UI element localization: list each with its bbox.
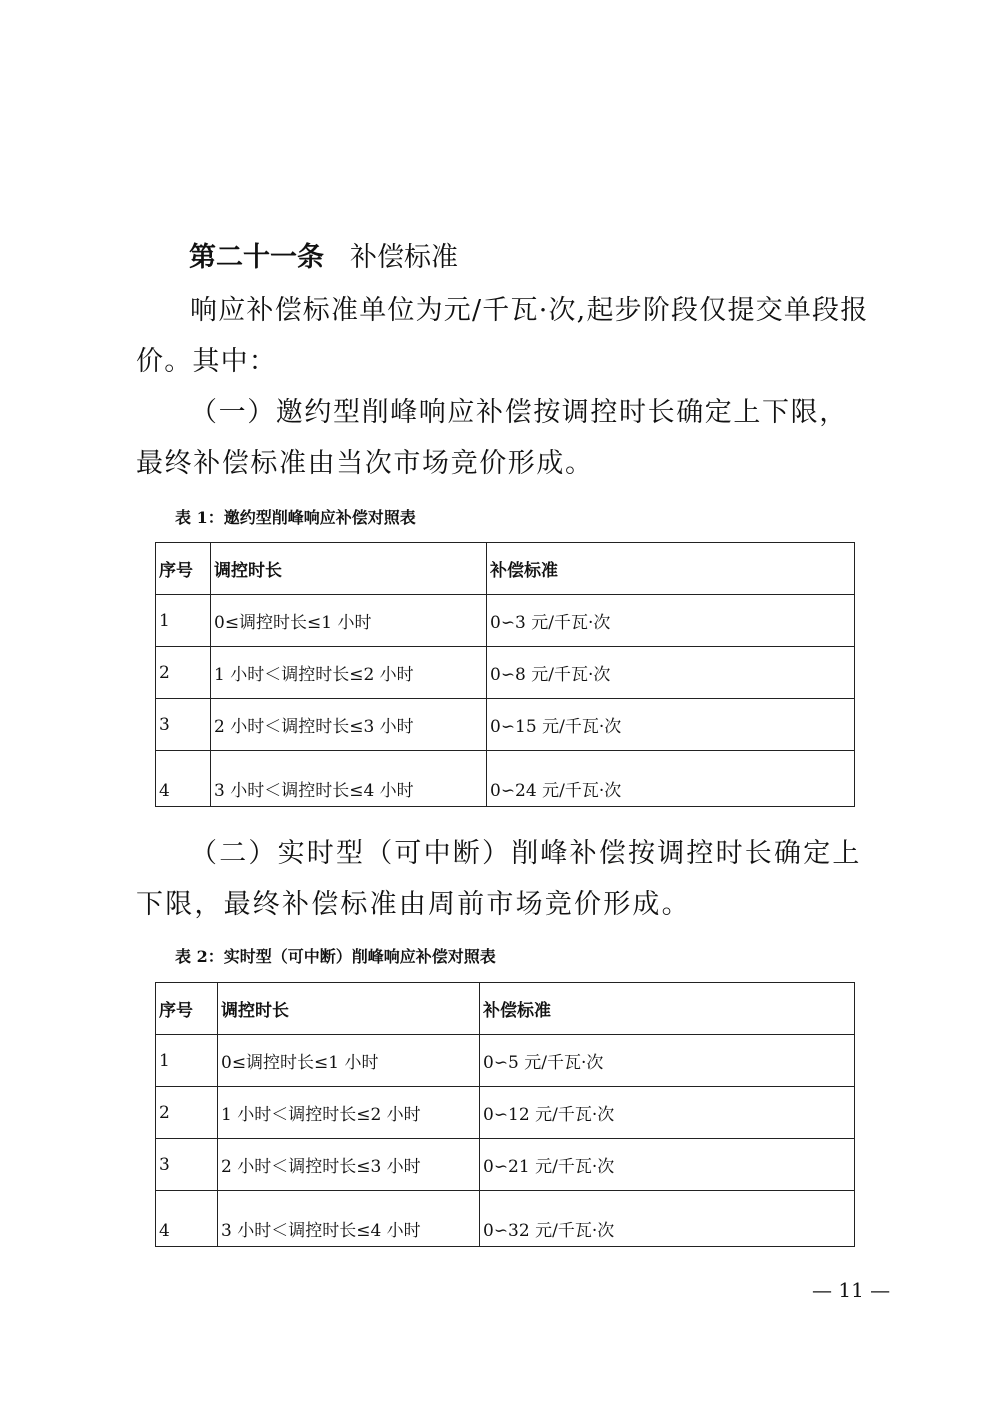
cell-index: 1 [156,595,211,647]
cell-duration: 2 小时＜调控时长≤3 小时 [218,1139,480,1191]
table-row [156,1139,855,1191]
article-title: 补偿标准 [350,242,458,273]
cell-duration: 0≤调控时长≤1 小时 [211,595,487,647]
table-row [156,647,855,699]
header-cell-standard: 补偿标准 [487,543,855,595]
header-cell-duration: 调控时长 [211,543,487,595]
header-cell-index: 序号 [156,543,211,595]
header-cell-standard: 补偿标准 [480,983,855,1035]
cell-standard: 0∽21 元/千瓦·次 [480,1139,855,1191]
article-number: 第二十一条 [189,242,324,273]
cell-index: 4 [156,1191,218,1247]
paragraph-invitation-type [136,387,876,489]
cell-index: 2 [156,647,211,699]
paragraph-text: 响应补偿标准单位为元/千瓦·次,起步阶段仅提交单段报价。其中： [136,295,869,377]
cell-index: 2 [156,1087,218,1139]
cell-index: 4 [156,751,211,807]
cell-index: 3 [156,1139,218,1191]
cell-duration: 1 小时＜调控时长≤2 小时 [218,1087,480,1139]
cell-standard: 0∽12 元/千瓦·次 [480,1087,855,1139]
table2-caption: 表 2：实时型（可中断）削峰响应补偿对照表 [175,947,496,966]
cell-standard: 0∽8 元/千瓦·次 [487,647,855,699]
table1-invitation-compensation [155,542,855,807]
table-header-row [156,983,855,1035]
cell-standard: 0∽24 元/千瓦·次 [487,751,855,807]
table-row [156,1087,855,1139]
cell-duration: 2 小时＜调控时长≤3 小时 [211,699,487,751]
cell-standard: 0∽5 元/千瓦·次 [480,1035,855,1087]
table-row [156,751,855,807]
table-row [156,699,855,751]
table-row [156,595,855,647]
header-cell-duration: 调控时长 [218,983,480,1035]
cell-index: 3 [156,699,211,751]
cell-standard: 0∽15 元/千瓦·次 [487,699,855,751]
cell-duration: 3 小时＜调控时长≤4 小时 [211,751,487,807]
table-header-row [156,543,855,595]
cell-duration: 1 小时＜调控时长≤2 小时 [211,647,487,699]
header-cell-index: 序号 [156,983,218,1035]
article-heading [189,238,458,278]
cell-index: 1 [156,1035,218,1087]
cell-standard: 0∽32 元/千瓦·次 [480,1191,855,1247]
paragraph-text: （一）邀约型削峰响应补偿按调控时长确定上下限，最终补偿标准由当次市场竞价形成。 [136,397,848,479]
table2-realtime-compensation [155,982,855,1247]
page-number: — 11 — [812,1278,891,1302]
cell-standard: 0∽3 元/千瓦·次 [487,595,855,647]
paragraph-compensation-unit [136,285,876,387]
table1-caption: 表 1：邀约型削峰响应补偿对照表 [175,508,416,527]
paragraph-realtime-type [136,828,876,930]
paragraph-text: （二）实时型（可中断）削峰补偿按调控时长确定上下限，最终补偿标准由周前市场竞价形成。 [136,838,862,920]
table-row [156,1191,855,1247]
table-row [156,1035,855,1087]
cell-duration: 0≤调控时长≤1 小时 [218,1035,480,1087]
cell-duration: 3 小时＜调控时长≤4 小时 [218,1191,480,1247]
